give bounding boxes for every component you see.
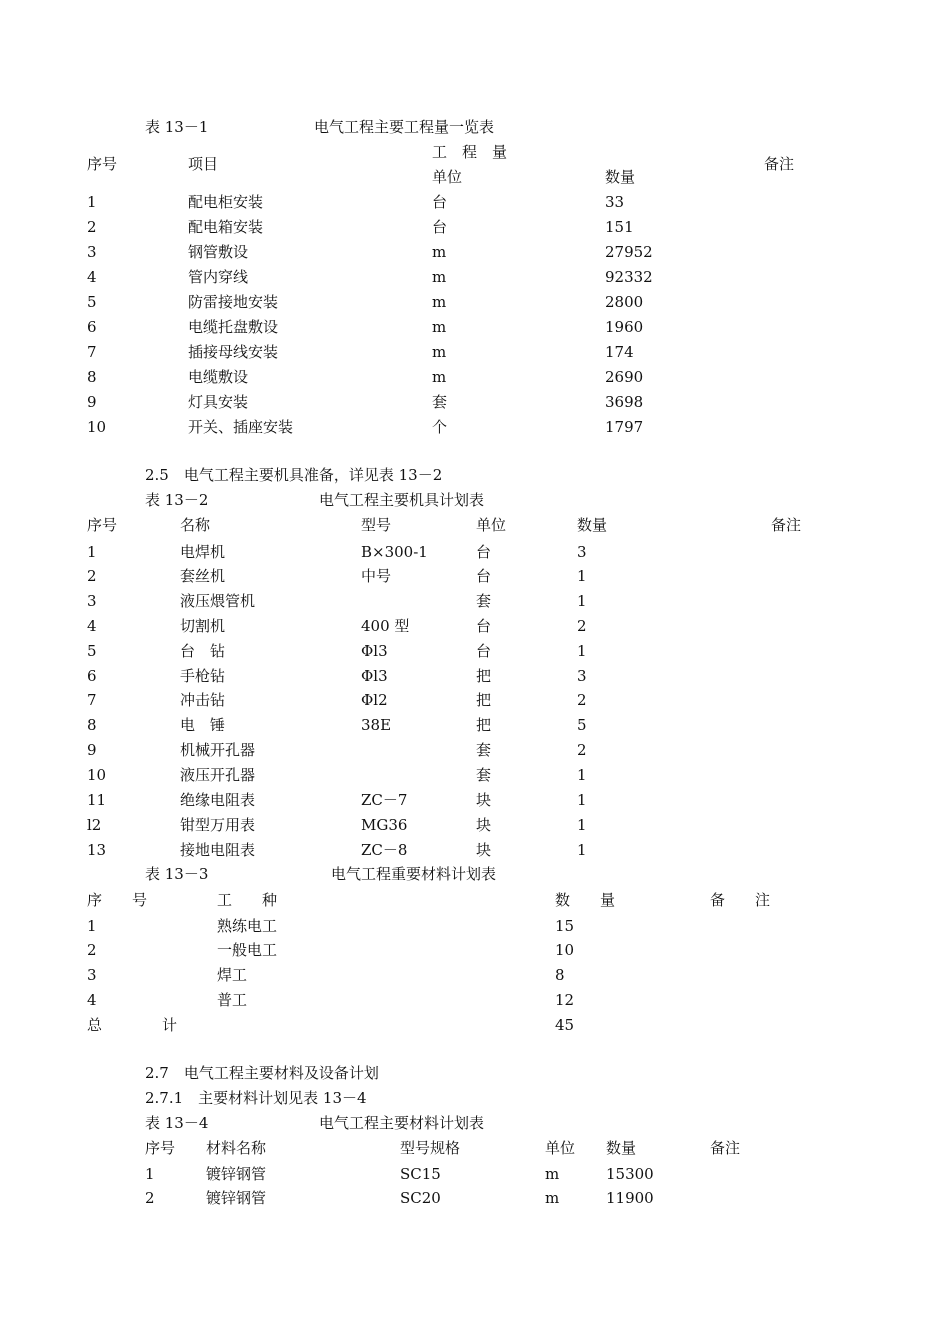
table2-cell-no: 7 [87,691,97,709]
table1-cell-item: 电缆托盘敷设 [188,318,279,336]
table2-cell-name: 套丝机 [180,567,226,585]
table2-cell-unit: 台 [476,543,492,561]
table1-header-item: 项目 [188,155,219,173]
table3-cell-trade: 普工 [217,991,248,1009]
table2-cell-name: 机械开孔器 [180,741,256,759]
table2-cell-no: 2 [87,567,97,585]
table2-cell-qty: 5 [577,716,587,734]
table2-caption: 表 13－2 [145,491,209,509]
table1-cell-item: 管内穿线 [188,268,249,286]
table1-cell-qty: 2800 [605,293,644,311]
table1-cell-no: 8 [87,368,97,386]
section-heading-2-7-1: 2.7.1 主要材料计划见表 13－4 [145,1089,367,1107]
table1-cell-item: 防雷接地安装 [188,293,279,311]
table4-header-name: 材料名称 [206,1139,267,1157]
table3-header-no: 序 号 [87,891,148,909]
table1-cell-item: 配电箱安装 [188,218,264,236]
table4-header-qty: 数量 [606,1139,637,1157]
table3-total-value: 45 [555,1016,575,1034]
table2-header-remark: 备注 [771,516,802,534]
table2-cell-model: 400 型 [361,617,410,635]
table1-cell-qty: 151 [605,218,634,236]
table1-cell-qty: 1960 [605,318,644,336]
table1-cell-item: 钢管敷设 [188,243,249,261]
table1-cell-unit: 套 [432,393,448,411]
table4-cell-no: 1 [145,1165,155,1183]
table1-cell-unit: 台 [432,218,448,236]
table2-cell-no: 8 [87,716,97,734]
table1-cell-unit: m [432,368,447,386]
table1-cell-no: 9 [87,393,97,411]
table2-cell-no: 11 [87,791,107,809]
table2-cell-unit: 套 [476,592,492,610]
table1-cell-qty: 1797 [605,418,644,436]
table2-cell-model: 38E [361,716,392,734]
table3-cell-qty: 12 [555,991,575,1009]
table2-header-no: 序号 [87,516,118,534]
table1-header-unit: 单位 [432,168,463,186]
table2-cell-unit: 台 [476,642,492,660]
section-heading-2-7: 2.7 电气工程主要材料及设备计划 [145,1064,379,1082]
table2-cell-qty: 1 [577,791,587,809]
table2-cell-no: 5 [87,642,97,660]
table1-header-no: 序号 [87,155,118,173]
table2-cell-no: 1 [87,543,97,561]
table1-cell-qty: 174 [605,343,634,361]
table3-header-trade: 工 种 [217,891,278,909]
table4-title: 电气工程主要材料计划表 [319,1114,485,1132]
table4-caption: 表 13－4 [145,1114,209,1132]
table2-cell-qty: 2 [577,691,587,709]
table2-cell-model: MG36 [361,816,408,834]
table1-caption: 表 13－1 [145,118,209,136]
table4-header-spec: 型号规格 [400,1139,461,1157]
table1-header-qty: 数量 [605,168,636,186]
table1-cell-unit: m [432,343,447,361]
table2-cell-name: 液压煨管机 [180,592,256,610]
table2-cell-name: 液压开孔器 [180,766,256,784]
table2-cell-name: 切割机 [180,617,226,635]
table2-cell-unit: 块 [476,791,492,809]
table2-cell-qty: 2 [577,741,587,759]
table1-cell-unit: 个 [432,418,448,436]
table2-cell-model: Φl3 [361,667,388,685]
table3-total-label: 总 计 [87,1016,178,1034]
table2-cell-unit: 块 [476,841,492,859]
table2-cell-name: 冲击钻 [180,691,226,709]
table2-cell-unit: 台 [476,617,492,635]
table1-cell-unit: 台 [432,193,448,211]
table1-cell-no: 6 [87,318,97,336]
table2-header-model: 型号 [361,516,392,534]
table2-cell-qty: 1 [577,816,587,834]
table2-cell-qty: 1 [577,592,587,610]
table3-cell-no: 1 [87,917,97,935]
table4-header-remark: 备注 [710,1139,741,1157]
table4-cell-unit: m [545,1165,560,1183]
table3-header-qty: 数 量 [555,891,616,909]
table1-title: 电气工程主要工程量一览表 [314,118,495,136]
table2-header-name: 名称 [180,516,211,534]
table2-cell-no: 4 [87,617,97,635]
table3-cell-no: 4 [87,991,97,1009]
table1-cell-unit: m [432,243,447,261]
table2-header-qty: 数量 [577,516,608,534]
table1-cell-item: 开关、插座安装 [188,418,294,436]
table3-caption: 表 13－3 [145,865,209,883]
table4-cell-name: 镀锌钢管 [206,1189,267,1207]
section-heading-2-5: 2.5 电气工程主要机具准备，详见表 13－2 [145,466,443,484]
table1-cell-unit: m [432,268,447,286]
table3-cell-trade: 熟练电工 [217,917,278,935]
table2-cell-unit: 块 [476,816,492,834]
table2-cell-qty: 1 [577,567,587,585]
table2-cell-no: 10 [87,766,107,784]
table2-cell-qty: 1 [577,642,587,660]
table2-cell-qty: 1 [577,841,587,859]
table1-cell-qty: 2690 [605,368,644,386]
table2-cell-model: Φl3 [361,642,388,660]
table2-cell-model: 中号 [361,567,392,585]
table2-cell-qty: 2 [577,617,587,635]
table2-cell-name: 绝缘电阻表 [180,791,256,809]
table1-cell-unit: m [432,293,447,311]
table1-cell-no: 2 [87,218,97,236]
table1-cell-item: 电缆敷设 [188,368,249,386]
table3-title: 电气工程重要材料计划表 [331,865,497,883]
table3-cell-trade: 焊工 [217,966,248,984]
table2-cell-model: ZC－8 [361,841,408,859]
table4-cell-qty: 15300 [606,1165,654,1183]
table1-cell-qty: 3698 [605,393,644,411]
table4-cell-name: 镀锌钢管 [206,1165,267,1183]
table4-cell-unit: m [545,1189,560,1207]
table1-cell-no: 4 [87,268,97,286]
table4-cell-spec: SC15 [400,1165,441,1183]
table2-cell-model: ZC－7 [361,791,408,809]
table1-cell-item: 插接母线安装 [188,343,279,361]
table2-cell-name: 手枪钻 [180,667,226,685]
table4-cell-spec: SC20 [400,1189,441,1207]
table4-cell-no: 2 [145,1189,155,1207]
table2-cell-no: 3 [87,592,97,610]
table2-cell-no: 6 [87,667,97,685]
table2-cell-unit: 把 [476,691,492,709]
table2-cell-name: 钳型万用表 [180,816,256,834]
table2-cell-qty: 1 [577,766,587,784]
table2-cell-name: 电焊机 [180,543,226,561]
table4-cell-qty: 11900 [606,1189,654,1207]
table3-cell-no: 3 [87,966,97,984]
table3-cell-qty: 8 [555,966,565,984]
table2-cell-qty: 3 [577,667,587,685]
table2-cell-name: 电 锤 [180,716,226,734]
table2-header-unit: 单位 [476,516,507,534]
table1-cell-no: 3 [87,243,97,261]
table3-cell-no: 2 [87,941,97,959]
table2-title: 电气工程主要机具计划表 [319,491,485,509]
table1-cell-no: 5 [87,293,97,311]
table2-cell-model: B×300-1 [361,543,428,561]
table1-cell-qty: 27952 [605,243,653,261]
table2-cell-no: 9 [87,741,97,759]
table2-cell-model: Φl2 [361,691,388,709]
table2-cell-name: 台 钻 [180,642,226,660]
table2-cell-qty: 3 [577,543,587,561]
table1-cell-no: 10 [87,418,107,436]
table2-cell-no: 13 [87,841,107,859]
table1-cell-qty: 33 [605,193,625,211]
table2-cell-no: l2 [87,816,102,834]
table2-cell-unit: 台 [476,567,492,585]
table1-cell-no: 7 [87,343,97,361]
table1-cell-unit: m [432,318,447,336]
table3-cell-qty: 15 [555,917,575,935]
table2-cell-unit: 把 [476,667,492,685]
table3-header-remark: 备 注 [710,891,771,909]
table4-header-unit: 单位 [545,1139,576,1157]
table3-cell-trade: 一般电工 [217,941,278,959]
table1-header-group: 工 程 量 [432,143,508,161]
table3-cell-qty: 10 [555,941,575,959]
table2-cell-name: 接地电阻表 [180,841,256,859]
table2-cell-unit: 套 [476,766,492,784]
table1-cell-item: 灯具安装 [188,393,249,411]
table1-cell-item: 配电柜安装 [188,193,264,211]
table1-cell-no: 1 [87,193,97,211]
table1-cell-qty: 92332 [605,268,653,286]
table4-header-no: 序号 [145,1139,176,1157]
table1-header-remark: 备注 [764,155,795,173]
table2-cell-unit: 套 [476,741,492,759]
table2-cell-unit: 把 [476,716,492,734]
